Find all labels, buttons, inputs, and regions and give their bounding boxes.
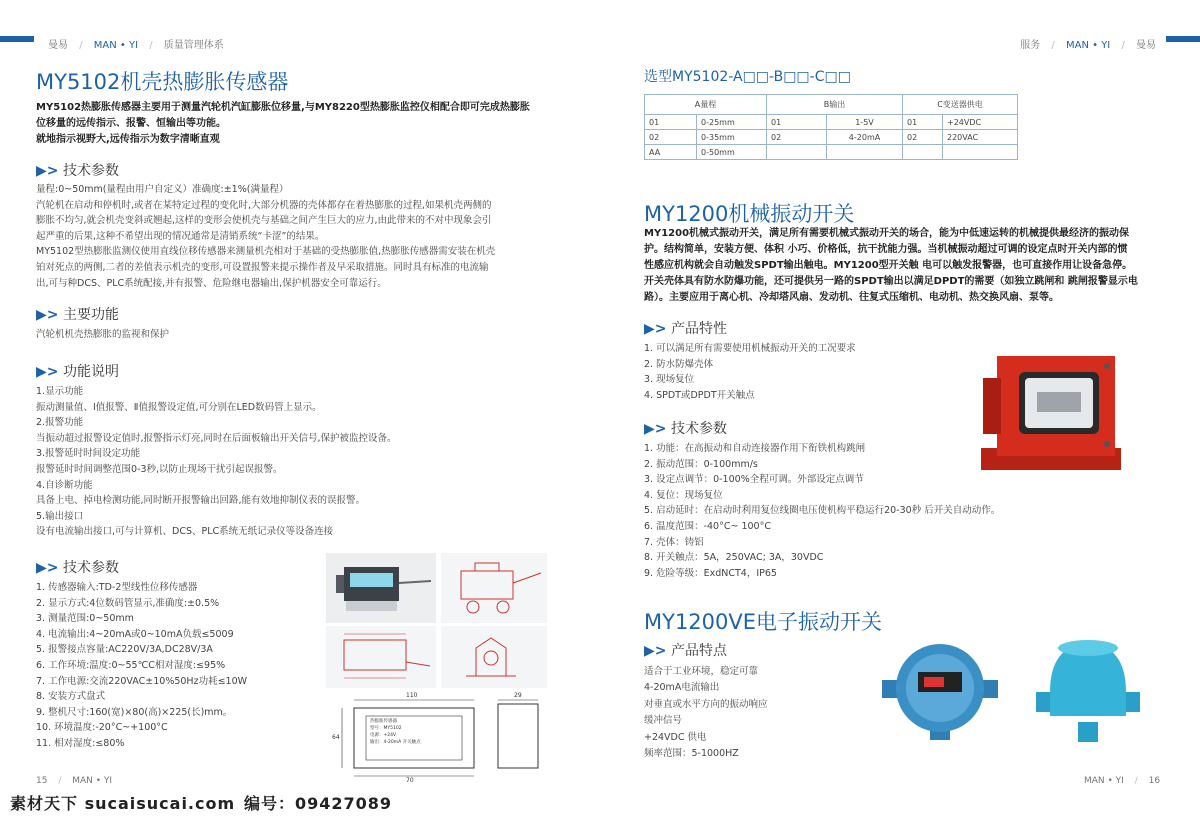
intro-left <box>36 100 530 148</box>
text-line: 起严重的后果,这种不希望出现的情况通常是清销系统“卡涩”的结果。 <box>36 230 325 242</box>
section-body <box>644 664 768 762</box>
text-line: 2. 显示方式:4位数码管显示,准确度:±0.5% <box>36 597 220 609</box>
table-row <box>645 115 1018 130</box>
text-line: 缓冲信号 <box>644 715 683 727</box>
table-cell: +24VDC <box>943 115 1018 130</box>
table-cell: 02 <box>645 130 697 145</box>
header-crumb: 曼易 <box>1136 40 1156 51</box>
text-line: 出,可与种DCS、PLC系统配接,并有报警、危险继电器输出,保护机器安全可靠运行。 <box>36 277 387 289</box>
arrow-icon: ▶> <box>36 163 59 179</box>
section-heading <box>644 418 727 438</box>
text-line: 4. 电流输出:4~20mA或0~10mA负载≤5009 <box>36 628 234 640</box>
dim-label: 29 <box>514 692 522 699</box>
text-line: 1. 传感器输入:TD-2型线性位移传感器 <box>36 582 198 593</box>
header-crumb: 质量管理体系 <box>163 40 224 51</box>
section-body <box>644 341 856 403</box>
electronic-switch-image <box>880 632 1000 742</box>
text-line: 6. 温度范围：-40°C~ 100°C <box>644 520 771 532</box>
text-line: 1. 功能：在高振动和自动连接器作用下衔铁机构跳闸 <box>644 443 866 454</box>
table-header-cell: C变送器供电 <box>903 95 1018 115</box>
text-line: 2. 振动范围：0-100mm/s <box>644 458 758 470</box>
intro-line: 路）。主要应用于离心机、冷却塔风扇、发动机、往复式压缩机、电动机、热交换风扇、泵等。 <box>644 292 1059 303</box>
text-line: +24VDC 供电 <box>644 731 707 743</box>
text-line: 5.输出接口 <box>36 510 84 522</box>
table-cell: AA <box>645 145 697 160</box>
text-line: 8. 开关触点：5A，250VAC; 3A，30VDC <box>644 552 824 564</box>
section-title: 技术参数 <box>62 560 119 576</box>
section-body <box>644 441 1000 581</box>
header-breadcrumb-left <box>48 36 224 51</box>
table-cell: 1-5V <box>827 115 903 130</box>
table-cell: 0-25mm <box>697 115 767 130</box>
section-body <box>36 580 247 752</box>
text-line: 11. 相对湿度:≤80% <box>36 737 125 749</box>
panel-label <box>370 718 421 746</box>
text-line: MY5102型热膨胀监测仪使用直线位移传感器来测量机壳相对于基础的受热膨胀值,热膨胀传感器需安装在机壳 <box>36 246 496 258</box>
header-crumb: 服务 <box>1020 40 1041 51</box>
text-line: 汽轮机在启动和停机时,或者在某特定过程的变化时,大部分机器的壳体都存在着热膨胀的过程,如果机壳两侧的 <box>36 199 492 211</box>
arrow-icon: ▶> <box>644 321 667 337</box>
sensor-photo <box>326 553 436 623</box>
text-line: 3. 设定点调节：0-100%全程可调。外部设定点调节 <box>644 474 864 486</box>
arrow-icon: ▶> <box>36 560 59 576</box>
section-title: 技术参数 <box>670 421 727 437</box>
table-cell: 02 <box>767 130 827 145</box>
section-heading <box>36 304 119 324</box>
text-line: 3. 现场复位 <box>644 374 695 386</box>
text-line: 膨胀不均匀,就会机壳变斜或翘起,这样的变形会使机壳与基础之间产生巨大的应力,由此带来的不对中现象会引 <box>36 215 492 227</box>
text-line: 5. 启动延时：在启动时利用复位线圈电压使机构平稳运行20-30秒 后开关自动动作。 <box>644 505 1001 517</box>
panel-text: 电源：+24V <box>370 733 397 738</box>
table-cell: 01 <box>767 115 827 130</box>
electronic-switch-photo-2 <box>1030 632 1146 744</box>
text-line: 3.报警延时时间设定功能 <box>36 448 141 460</box>
drawing-end <box>441 626 547 688</box>
page-title-left: MY5102机壳热膨胀传感器 <box>36 70 289 94</box>
page-title-electronic: MY1200VE电子振动开关 <box>644 610 883 634</box>
panel-text: 热膨胀传感器 <box>370 719 397 724</box>
intro-right <box>644 226 1138 306</box>
page-title-mechanical: MY1200机械振动开关 <box>644 202 855 226</box>
text-line: 振动测量值、Ⅰ值报警、Ⅱ值报警设定值,可分别在LED数码管上显示。 <box>36 401 322 413</box>
table-header-cell: B输出 <box>767 95 903 115</box>
arrow-icon: ▶> <box>644 643 667 659</box>
text-line: 4. SPDT或DPDT开关触点 <box>644 389 755 401</box>
electronic-switch-photo-1 <box>880 632 1000 742</box>
dim-label: 70 <box>406 777 414 784</box>
select-title: 选型MY5102-A□□-B□□-C□□ <box>644 69 851 85</box>
header-sep: / <box>1121 40 1125 51</box>
header-brand: MAN • YI <box>93 40 139 51</box>
text-line: 频率范围：5-1000HZ <box>644 748 739 760</box>
panel-text: 型号：MY5102 <box>370 726 402 731</box>
header-breadcrumb-right <box>1020 36 1156 51</box>
text-line: 1.显示功能 <box>36 386 84 397</box>
dim-label: 64 <box>332 734 340 741</box>
text-line: 当振动超过报警设定值时,报警指示灯亮,同时在后面板输出开关信号,保护被监控设备。 <box>36 432 397 444</box>
drawing-side <box>326 626 436 688</box>
text-line: 7. 壳体：铸铝 <box>644 536 704 548</box>
section-body <box>36 327 169 343</box>
panel-text: 输出：4-20mA 开关触点 <box>370 740 421 745</box>
section-title: 产品特性 <box>670 321 727 337</box>
header-brand: MAN • YI <box>1065 40 1111 51</box>
section-heading <box>36 160 119 180</box>
footer-left: 15 / MAN • YI <box>36 776 113 786</box>
technical-drawing <box>441 626 547 688</box>
text-line: 5. 报警接点容量:AC220V/3A,DC28V/3A <box>36 644 213 656</box>
section-title: 主要功能 <box>62 307 119 323</box>
panel-drawing <box>326 692 548 784</box>
selection-table <box>644 94 1018 160</box>
intro-line: 性感应机构就会自动触发SPDT输出触电。MY1200型开关触 电可以触发报警器，也可直接作用让设备急停。 <box>644 260 1133 271</box>
text-line: 4.自诊断功能 <box>36 479 93 491</box>
header-accent-bar-right <box>1166 36 1200 42</box>
text-line: 具备上电、掉电检测功能,同时断开报警输出回路,能有效地抑制仪表的误报警。 <box>36 495 366 507</box>
table-header-cell: A量程 <box>645 95 767 115</box>
arrow-icon: ▶> <box>36 364 59 380</box>
dim-label: 110 <box>406 692 418 699</box>
table-cell: 4-20mA <box>827 130 903 145</box>
section-heading <box>36 557 119 577</box>
text-line: 对垂直或水平方向的振动响应 <box>644 698 768 710</box>
text-line: 汽轮机机壳热膨胀的监视和保护 <box>36 329 170 340</box>
arrow-icon: ▶> <box>36 307 59 323</box>
page-number: 16 <box>1148 776 1161 786</box>
text-line: 4. 复位：现场复位 <box>644 489 723 501</box>
table-cell: 01 <box>903 115 943 130</box>
text-line: 10. 环境温度:-20°C~+100°C <box>36 722 168 734</box>
text-line: 9. 危险等级：ExdNCT4，IP65 <box>644 567 777 579</box>
intro-line: 位移量的远传指示、报警、恒输出等功能。 <box>36 118 226 129</box>
text-line: 铂对死点的两侧,二者的差值表示机壳的变形,可设置报警来提示操作者及早采取措施。同时具有标准的电流输 <box>36 261 489 273</box>
intro-line: 开关壳体具有防水防爆功能，还可提供另一路的SPDT输出以满足DPDT的需要（如独立跳闸和 跳闸报警显示电 <box>644 276 1138 287</box>
text-line: 8. 安装方式盘式 <box>36 691 106 703</box>
header-sep: / <box>149 40 153 51</box>
electronic-switch-image <box>1030 632 1146 744</box>
technical-drawing <box>326 626 436 688</box>
intro-line: MY5102热膨胀传感器主要用于测量汽轮机汽缸膨胀位移量,与MY8220型热膨胀监控仪相配合即可完成热膨胀 <box>36 102 530 113</box>
table-cell: 02 <box>903 130 943 145</box>
arrow-icon: ▶> <box>644 421 667 437</box>
footer-right: MAN • YI / 16 <box>1084 776 1161 786</box>
section-body <box>36 182 495 291</box>
drawing-top <box>441 553 547 623</box>
table-header-row <box>645 95 1018 115</box>
text-line: 2. 防水防爆壳体 <box>644 358 714 370</box>
text-line: 设有电流输出接口,可与计算机、DCS、PLC系统无纸记录仪等设备连接 <box>36 526 334 538</box>
watermark-right: 编号：09427089 <box>244 794 393 813</box>
text-line: 7. 工作电源:交流220VAC±10%50Hz功耗≤10W <box>36 675 248 687</box>
watermark-left: 素材天下 sucaisucai.com <box>10 794 236 813</box>
intro-line: 就地指示视野大,远传指示为数字清晰直观 <box>36 134 220 145</box>
section-heading <box>644 318 727 338</box>
text-line: 1. 可以满足所有需要使用机械振动开关的工况要求 <box>644 343 856 354</box>
table-cell <box>903 145 943 160</box>
intro-line: 护。结构简单，安装方便、体积 小巧、价格低，抗干扰能力强。当机械振动超过可调的设定点时开关内部的惯 <box>644 244 1128 255</box>
section-title: 技术参数 <box>62 163 119 179</box>
text-line: 3. 测量范围:0~50mm <box>36 613 134 625</box>
header-sep: / <box>79 40 83 51</box>
section-heading <box>644 640 727 660</box>
header-crumb: 曼易 <box>48 40 68 51</box>
section-title: 功能说明 <box>62 364 119 380</box>
technical-drawing <box>441 553 547 623</box>
header-sep: / <box>1051 40 1055 51</box>
table-row <box>645 145 1018 160</box>
table-cell: 01 <box>645 115 697 130</box>
text-line: 6. 工作环境:温度:0~55℃C相对湿度:≤95% <box>36 659 226 671</box>
table-cell <box>767 145 827 160</box>
technical-drawing <box>326 692 548 784</box>
table-cell <box>943 145 1018 160</box>
sensor-device-image <box>326 553 436 623</box>
section-title: 产品特点 <box>670 643 727 659</box>
text-line: 4-20mA电流输出 <box>644 682 720 694</box>
table-cell <box>827 145 903 160</box>
text-line: 报警延时时间调整范围0-3秒,以防止现场干扰引起误报警。 <box>36 463 283 475</box>
table-cell: 0-35mm <box>697 130 767 145</box>
section-heading <box>36 361 119 381</box>
section-body <box>36 384 397 540</box>
watermark-strip <box>0 787 1200 821</box>
footer-brand: MAN • YI <box>1084 776 1124 786</box>
intro-line: MY1200机械式振动开关，满足所有需要机械式振动开关的场合，能为中低速运转的机械提供最经济的振动保 <box>644 228 1130 239</box>
text-line: 适合于工业环境，稳定可靠 <box>644 666 759 677</box>
table-row <box>645 130 1018 145</box>
table-cell: 220VAC <box>943 130 1018 145</box>
footer-brand: MAN • YI <box>72 776 113 786</box>
text-line: 量程:0~50mm(量程由用户自定义）准确度:±1%(满量程） <box>36 184 289 195</box>
text-line: 9. 整机尺寸:160(宽)×80(高)×225(长)mm。 <box>36 706 233 718</box>
header-accent-bar-left <box>0 36 34 42</box>
text-line: 2.报警功能 <box>36 417 84 429</box>
table-cell: 0-50mm <box>697 145 767 160</box>
page-number: 15 <box>36 776 48 786</box>
